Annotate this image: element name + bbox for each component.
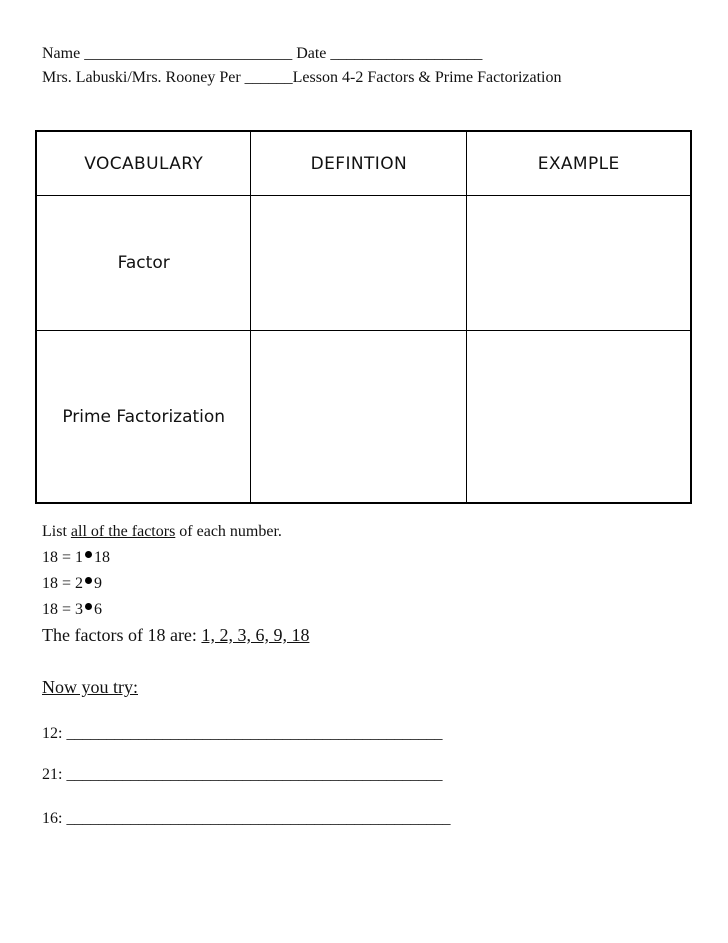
practice-item-21: [42, 766, 442, 784]
factors-instruction: [42, 523, 282, 541]
equation-line: [42, 549, 110, 567]
example-cell-prime-factorization[interactable]: [467, 331, 691, 504]
vocabulary-table: [35, 130, 692, 504]
equation-rhs: 9: [94, 575, 103, 592]
practice-label: 16:: [42, 810, 63, 827]
equation-lhs: 18 = 1: [42, 549, 84, 566]
practice-item-12: [42, 725, 442, 743]
teacher-names: Mrs. Labuski/Mrs. Rooney Per: [42, 69, 241, 86]
table-row: [36, 331, 691, 504]
date-label: Date: [296, 45, 327, 62]
name-label: Name: [42, 45, 81, 62]
table-header-row: [36, 131, 691, 196]
multiply-dot-icon: [85, 551, 92, 558]
header-example: EXAMPLE: [467, 131, 691, 196]
name-date-line: [42, 45, 482, 63]
header-vocabulary: VOCABULARY: [36, 131, 251, 196]
equation-lhs: 18 = 2: [42, 575, 84, 592]
practice-item-16: [42, 810, 450, 828]
answer-blank[interactable]: ________________________________________________: [66, 810, 451, 827]
instruction-emphasis: all of the factors: [70, 523, 176, 540]
multiply-dot-icon: [85, 577, 92, 584]
practice-heading: Now you try:: [42, 677, 138, 697]
answer-blank[interactable]: _______________________________________________: [66, 766, 443, 783]
practice-label: 12:: [42, 725, 63, 742]
period-field[interactable]: ______: [244, 69, 293, 86]
header-definition: DEFINTION: [251, 131, 467, 196]
definition-cell-prime-factorization[interactable]: [251, 331, 467, 504]
multiply-dot-icon: [85, 603, 92, 610]
practice-label: 21:: [42, 766, 63, 783]
example-cell-factor[interactable]: [467, 196, 691, 331]
equation-rhs: 6: [94, 601, 103, 618]
summary-label: The factors of 18 are:: [42, 625, 197, 645]
answer-blank[interactable]: _______________________________________________: [66, 725, 443, 742]
definition-cell-factor[interactable]: [251, 196, 467, 331]
equation-rhs: 18: [94, 549, 111, 566]
summary-value: 1, 2, 3, 6, 9, 18: [201, 625, 310, 645]
equation-line: [42, 575, 102, 593]
equation-lhs: 18 = 3: [42, 601, 84, 618]
teacher-lesson-line: [42, 69, 562, 87]
lesson-title: Lesson 4-2 Factors & Prime Factorization: [292, 69, 562, 86]
term-prime-factorization: Prime Factorization: [36, 331, 251, 504]
term-factor: Factor: [36, 196, 251, 331]
factors-summary: [42, 626, 309, 644]
table-row: [36, 196, 691, 331]
instruction-prefix: List: [42, 523, 67, 540]
date-field[interactable]: ___________________: [330, 45, 483, 62]
name-field[interactable]: __________________________: [84, 45, 293, 62]
equation-line: [42, 601, 102, 619]
instruction-suffix: of each number.: [179, 523, 282, 540]
